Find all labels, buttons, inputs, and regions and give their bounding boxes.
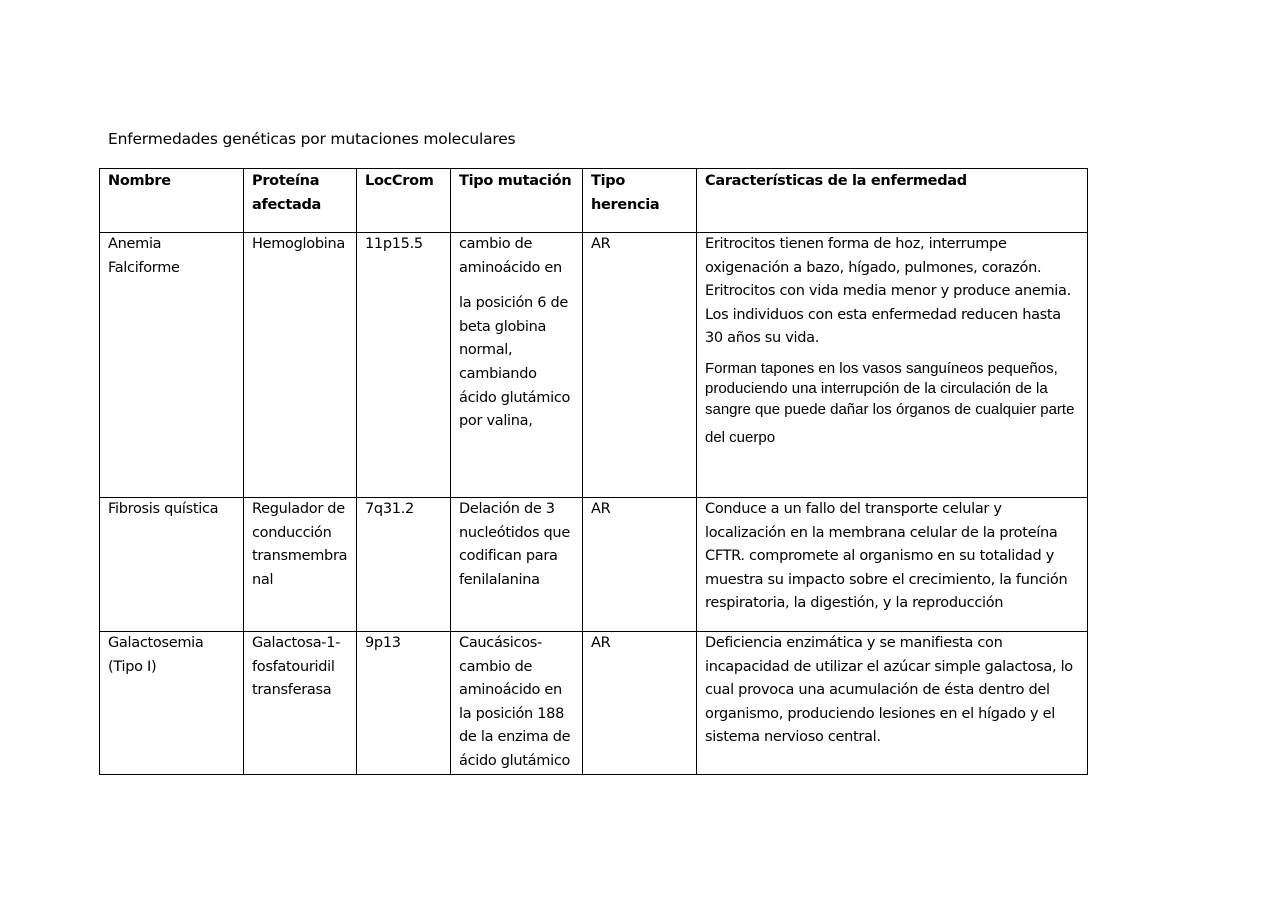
table-row [100,498,1088,632]
cell-tipo-mutacion: Delación de 3 nucleótidos que codifican para fenilalanina [451,498,583,632]
header-loccrom: LocCrom [357,169,451,233]
genetic-diseases-table [99,168,1088,775]
cell-loccrom: 7q31.2 [357,498,451,632]
page-title: Enfermedades genéticas por mutaciones moleculares [108,130,516,148]
cell-proteina: Galactosa-1-fosfatouridil transferasa [244,632,357,775]
cell-loccrom: 9p13 [357,632,451,775]
cell-proteina: Hemoglobina [244,233,357,498]
cell-tipo-mutacion: Caucásicos-cambio de aminoácido en la posición 188 de la enzima de ácido glutámico [451,632,583,775]
header-nombre: Nombre [100,169,244,233]
cell-caracteristicas [697,233,1088,498]
mutation-text-part-1: cambio de aminoácido en [459,236,562,276]
cell-proteina: Regulador de conducción transmembra nal [244,498,357,632]
header-caracteristicas: Características de la enfermedad [697,169,1088,233]
header-tipo-mutacion: Tipo mutación [451,169,583,233]
cell-tipo-herencia: AR [583,498,697,632]
table-row [100,632,1088,775]
characteristics-paragraph-3: del cuerpo [705,429,776,447]
cell-nombre: Anemia Falciforme [100,233,244,498]
cell-tipo-mutacion [451,233,583,498]
characteristics-paragraph-2: Forman tapones en los vasos sanguíneos pequeños, produciendo una interrupción de la circulación de la sangre que puede dañar los órganos de cualquier parte [705,359,1075,418]
header-tipo-herencia: Tipo herencia [583,169,697,233]
characteristics-paragraph-1: Eritrocitos tienen forma de hoz, interrumpe oxigenación a bazo, hígado, pulmones, corazón. Eritrocitos con vida media menor y produce anemia. Los individuos con esta enfermedad reducen hasta 30 años su vida. [705,236,1071,347]
mutation-text-part-2: la posición 6 de beta globina normal, cambiando ácido glutámico por valina, [459,295,571,430]
table-row [100,233,1088,498]
cell-loccrom: 11p15.5 [357,233,451,498]
header-proteina: Proteína afectada [244,169,357,233]
cell-nombre: Fibrosis quística [100,498,244,632]
table-header-row [100,169,1088,233]
cell-caracteristicas: Deficiencia enzimática y se manifiesta con incapacidad de utilizar el azúcar simple galactosa, lo cual provoca una acumulación de ésta dentro del organismo, produciendo lesiones en el hígado y el sistema nervioso central. [697,632,1088,775]
cell-tipo-herencia: AR [583,632,697,775]
cell-caracteristicas: Conduce a un fallo del transporte celular y localización en la membrana celular de la proteína CFTR. compromete al organismo en su totalidad y muestra su impacto sobre el crecimiento, la función respiratoria, la digestión, y la reproducción [697,498,1088,632]
cell-nombre: Galactosemia (Tipo I) [100,632,244,775]
cell-tipo-herencia: AR [583,233,697,498]
